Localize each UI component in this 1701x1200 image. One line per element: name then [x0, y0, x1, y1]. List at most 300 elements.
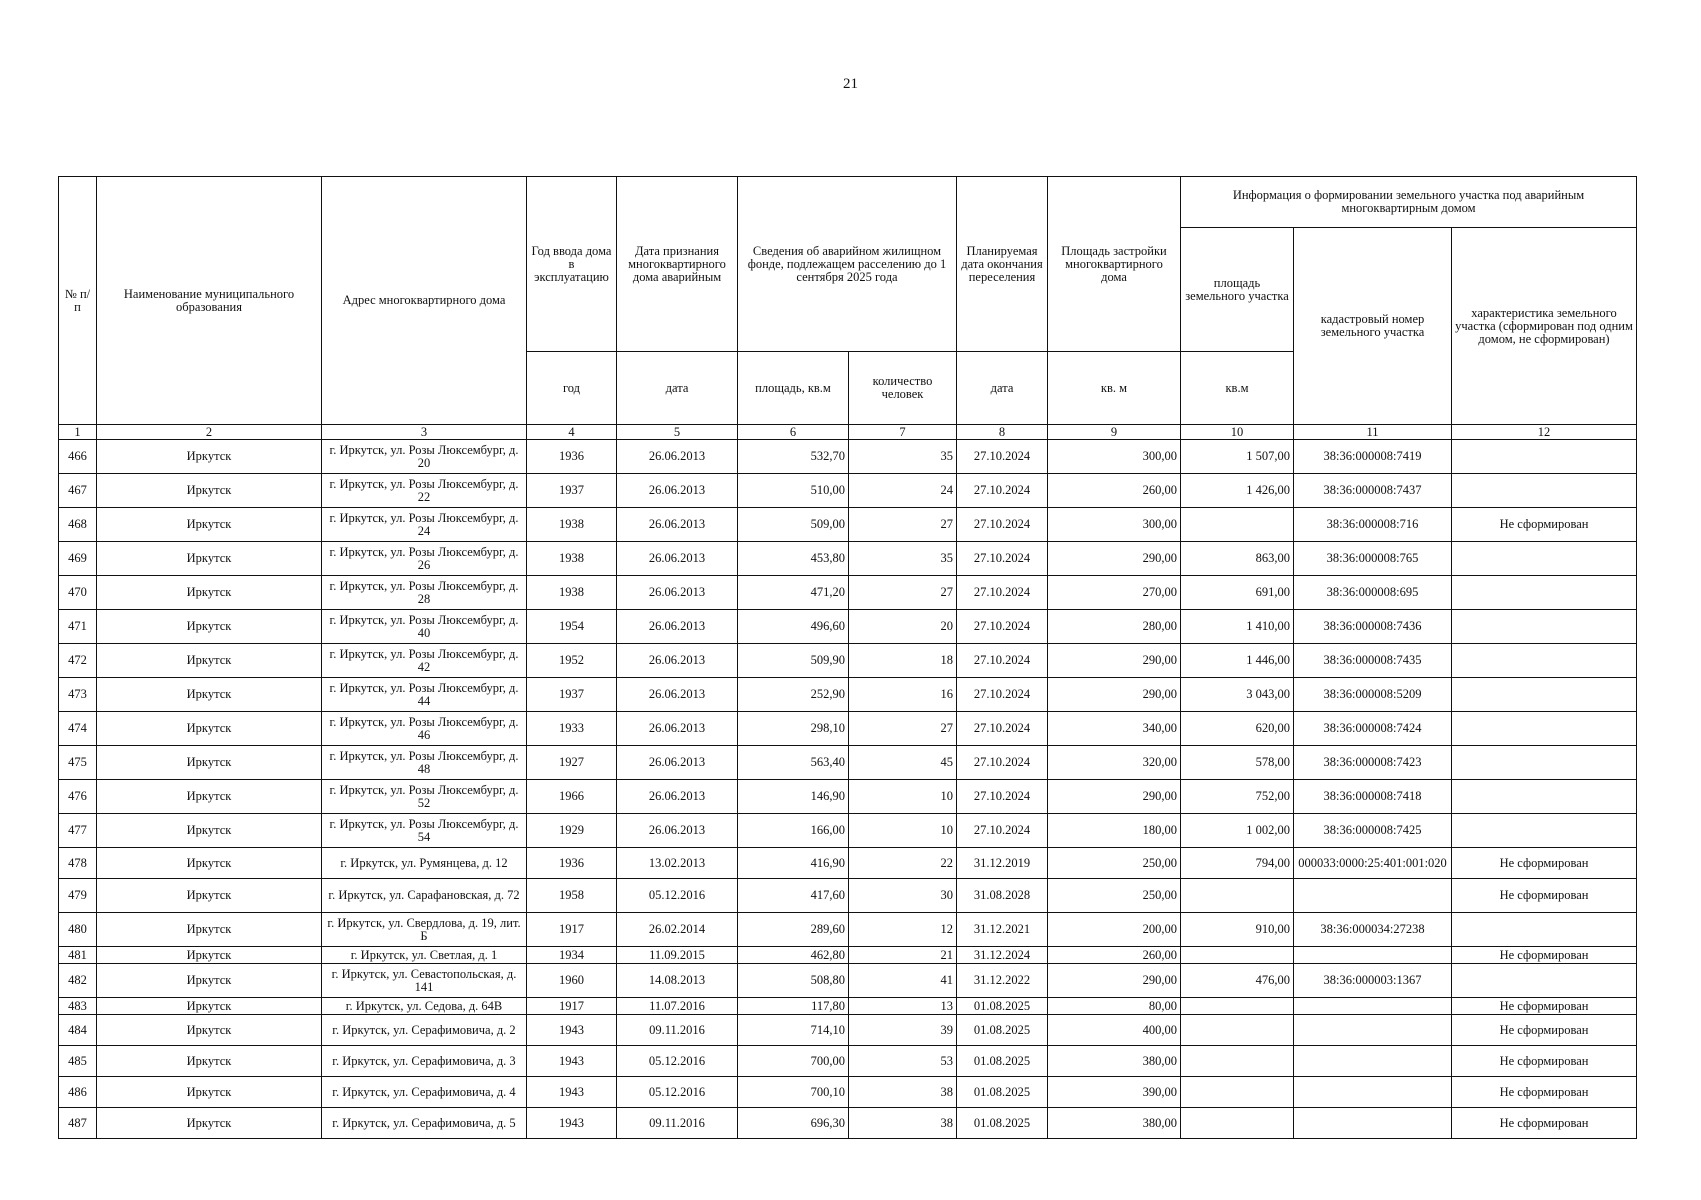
cadastral-number-cell: [1294, 998, 1452, 1015]
emergency-housing-table: [58, 176, 1637, 1139]
table-row: [59, 746, 1637, 780]
planned-date-cell: 01.08.2025: [957, 1108, 1048, 1139]
housing-area-cell: 563,40: [738, 746, 849, 780]
people-count-cell: 10: [849, 780, 957, 814]
year-built-cell: 1927: [527, 746, 617, 780]
housing-area-cell: 532,70: [738, 440, 849, 474]
unit-date: дата: [617, 352, 738, 425]
people-count-cell: 45: [849, 746, 957, 780]
table-row: [59, 678, 1637, 712]
people-count-cell: 53: [849, 1046, 957, 1077]
cadastral-number-cell: [1294, 1015, 1452, 1046]
cadastral-number-cell: 38:36:000008:7423: [1294, 746, 1452, 780]
building-area-cell: 380,00: [1048, 1046, 1181, 1077]
land-area-cell: [1181, 1015, 1294, 1046]
table-row: [59, 964, 1637, 998]
building-area-cell: 340,00: [1048, 712, 1181, 746]
unit-planned-date: дата: [957, 352, 1048, 425]
address-cell: г. Иркутск, ул. Розы Люксембург, д. 44: [322, 678, 527, 712]
header-planned-date: Планируемая дата окончания переселения: [957, 177, 1048, 352]
address-cell: г. Иркутск, ул. Седова, д. 64В: [322, 998, 527, 1015]
table-row: [59, 508, 1637, 542]
table-row: [59, 998, 1637, 1015]
land-characteristic-cell: [1452, 780, 1637, 814]
building-area-cell: 250,00: [1048, 848, 1181, 879]
building-area-cell: 260,00: [1048, 947, 1181, 964]
people-count-cell: 21: [849, 947, 957, 964]
address-cell: г. Иркутск, ул. Розы Люксембург, д. 24: [322, 508, 527, 542]
land-area-cell: 1 410,00: [1181, 610, 1294, 644]
address-cell: г. Иркутск, ул. Розы Люксембург, д. 48: [322, 746, 527, 780]
people-count-cell: 41: [849, 964, 957, 998]
table-row: [59, 1046, 1637, 1077]
column-number: 12: [1452, 425, 1637, 440]
building-area-cell: 290,00: [1048, 780, 1181, 814]
people-count-cell: 27: [849, 712, 957, 746]
housing-area-cell: 714,10: [738, 1015, 849, 1046]
year-built-cell: 1936: [527, 848, 617, 879]
planned-date-cell: 27.10.2024: [957, 474, 1048, 508]
date-recognized-cell: 26.02.2014: [617, 913, 738, 947]
building-area-cell: 280,00: [1048, 610, 1181, 644]
municipality-cell: Иркутск: [97, 610, 322, 644]
year-built-cell: 1966: [527, 780, 617, 814]
people-count-cell: 12: [849, 913, 957, 947]
municipality-cell: Иркутск: [97, 814, 322, 848]
table-row: [59, 913, 1637, 947]
municipality-cell: Иркутск: [97, 542, 322, 576]
land-characteristic-cell: [1452, 474, 1637, 508]
column-number: 1: [59, 425, 97, 440]
table-body: [59, 440, 1637, 1139]
municipality-cell: Иркутск: [97, 998, 322, 1015]
column-number-row: [59, 425, 1637, 440]
table-row: [59, 947, 1637, 964]
header-housing-info: Сведения об аварийном жилищном фонде, подлежащем расселению до 1 сентября 2025 года: [738, 177, 957, 352]
housing-area-cell: 700,00: [738, 1046, 849, 1077]
date-recognized-cell: 14.08.2013: [617, 964, 738, 998]
table-row: [59, 610, 1637, 644]
planned-date-cell: 27.10.2024: [957, 644, 1048, 678]
table-row: [59, 1015, 1637, 1046]
cadastral-number-cell: 38:36:000008:7435: [1294, 644, 1452, 678]
table-row: [59, 1077, 1637, 1108]
header-num: № п/п: [59, 177, 97, 425]
table-row: [59, 474, 1637, 508]
header-year-built: Год ввода дома в эксплуатацию: [527, 177, 617, 352]
address-cell: г. Иркутск, ул. Сарафановская, д. 72: [322, 879, 527, 913]
building-area-cell: 290,00: [1048, 644, 1181, 678]
row-number-cell: 467: [59, 474, 97, 508]
housing-area-cell: 496,60: [738, 610, 849, 644]
row-number-cell: 466: [59, 440, 97, 474]
row-number-cell: 471: [59, 610, 97, 644]
housing-area-cell: 471,20: [738, 576, 849, 610]
year-built-cell: 1936: [527, 440, 617, 474]
address-cell: г. Иркутск, ул. Розы Люксембург, д. 22: [322, 474, 527, 508]
year-built-cell: 1938: [527, 542, 617, 576]
cadastral-number-cell: [1294, 1046, 1452, 1077]
column-number: 5: [617, 425, 738, 440]
column-number: 4: [527, 425, 617, 440]
people-count-cell: 13: [849, 998, 957, 1015]
planned-date-cell: 27.10.2024: [957, 780, 1048, 814]
date-recognized-cell: 05.12.2016: [617, 879, 738, 913]
municipality-cell: Иркутск: [97, 964, 322, 998]
building-area-cell: 290,00: [1048, 678, 1181, 712]
land-characteristic-cell: Не сформирован: [1452, 947, 1637, 964]
cadastral-number-cell: 38:36:000008:7419: [1294, 440, 1452, 474]
row-number-cell: 486: [59, 1077, 97, 1108]
land-area-cell: 794,00: [1181, 848, 1294, 879]
people-count-cell: 27: [849, 508, 957, 542]
unit-building-sqm: кв. м: [1048, 352, 1181, 425]
people-count-cell: 18: [849, 644, 957, 678]
row-number-cell: 475: [59, 746, 97, 780]
year-built-cell: 1938: [527, 508, 617, 542]
date-recognized-cell: 05.12.2016: [617, 1046, 738, 1077]
municipality-cell: Иркутск: [97, 1015, 322, 1046]
cadastral-number-cell: [1294, 879, 1452, 913]
housing-area-cell: 417,60: [738, 879, 849, 913]
housing-area-cell: 289,60: [738, 913, 849, 947]
planned-date-cell: 01.08.2025: [957, 1046, 1048, 1077]
table-row: [59, 1108, 1637, 1139]
housing-area-cell: 298,10: [738, 712, 849, 746]
column-number: 6: [738, 425, 849, 440]
date-recognized-cell: 26.06.2013: [617, 576, 738, 610]
header-date-recognized: Дата признания многоквартирного дома аварийным: [617, 177, 738, 352]
table-row: [59, 576, 1637, 610]
people-count-cell: 35: [849, 440, 957, 474]
housing-area-cell: 252,90: [738, 678, 849, 712]
land-area-cell: [1181, 1046, 1294, 1077]
housing-area-cell: 696,30: [738, 1108, 849, 1139]
row-number-cell: 468: [59, 508, 97, 542]
people-count-cell: 27: [849, 576, 957, 610]
municipality-cell: Иркутск: [97, 508, 322, 542]
row-number-cell: 478: [59, 848, 97, 879]
date-recognized-cell: 26.06.2013: [617, 644, 738, 678]
header-address: Адрес многоквартирного дома: [322, 177, 527, 425]
building-area-cell: 80,00: [1048, 998, 1181, 1015]
planned-date-cell: 01.08.2025: [957, 1015, 1048, 1046]
land-area-cell: 1 446,00: [1181, 644, 1294, 678]
year-built-cell: 1943: [527, 1015, 617, 1046]
row-number-cell: 472: [59, 644, 97, 678]
row-number-cell: 481: [59, 947, 97, 964]
table-row: [59, 780, 1637, 814]
cadastral-number-cell: 38:36:000034:27238: [1294, 913, 1452, 947]
cadastral-number-cell: 38:36:000008:7425: [1294, 814, 1452, 848]
date-recognized-cell: 26.06.2013: [617, 474, 738, 508]
address-cell: г. Иркутск, ул. Свердлова, д. 19, лит. Б: [322, 913, 527, 947]
municipality-cell: Иркутск: [97, 1077, 322, 1108]
row-number-cell: 477: [59, 814, 97, 848]
header-cadastral: кадастровый номер земельного участка: [1294, 228, 1452, 425]
planned-date-cell: 27.10.2024: [957, 576, 1048, 610]
page-number: 21: [843, 76, 858, 92]
address-cell: г. Иркутск, ул. Розы Люксембург, д. 54: [322, 814, 527, 848]
table-row: [59, 814, 1637, 848]
cadastral-number-cell: 38:36:000008:7424: [1294, 712, 1452, 746]
land-area-cell: [1181, 1108, 1294, 1139]
housing-area-cell: 117,80: [738, 998, 849, 1015]
building-area-cell: 270,00: [1048, 576, 1181, 610]
table-row: [59, 712, 1637, 746]
table-header: [59, 177, 1637, 440]
housing-area-cell: 416,90: [738, 848, 849, 879]
address-cell: г. Иркутск, ул. Румянцева, д. 12: [322, 848, 527, 879]
land-characteristic-cell: [1452, 913, 1637, 947]
cadastral-number-cell: 000033:0000:25:401:001:020: [1294, 848, 1452, 879]
address-cell: г. Иркутск, ул. Серафимовича, д. 5: [322, 1108, 527, 1139]
municipality-cell: Иркутск: [97, 848, 322, 879]
land-characteristic-cell: [1452, 644, 1637, 678]
land-characteristic-cell: Не сформирован: [1452, 879, 1637, 913]
land-area-cell: 910,00: [1181, 913, 1294, 947]
municipality-cell: Иркутск: [97, 1046, 322, 1077]
date-recognized-cell: 26.06.2013: [617, 712, 738, 746]
year-built-cell: 1937: [527, 678, 617, 712]
date-recognized-cell: 26.06.2013: [617, 746, 738, 780]
column-number: 10: [1181, 425, 1294, 440]
municipality-cell: Иркутск: [97, 1108, 322, 1139]
cadastral-number-cell: 38:36:000008:7418: [1294, 780, 1452, 814]
table-row: [59, 542, 1637, 576]
land-area-cell: 863,00: [1181, 542, 1294, 576]
cadastral-number-cell: 38:36:000008:716: [1294, 508, 1452, 542]
land-characteristic-cell: [1452, 576, 1637, 610]
land-characteristic-cell: [1452, 440, 1637, 474]
year-built-cell: 1943: [527, 1046, 617, 1077]
housing-area-cell: 508,80: [738, 964, 849, 998]
header-municipality: Наименование муниципального образования: [97, 177, 322, 425]
date-recognized-cell: 05.12.2016: [617, 1077, 738, 1108]
address-cell: г. Иркутск, ул. Севастопольская, д. 141: [322, 964, 527, 998]
land-characteristic-cell: Не сформирован: [1452, 1108, 1637, 1139]
land-area-cell: 620,00: [1181, 712, 1294, 746]
municipality-cell: Иркутск: [97, 576, 322, 610]
address-cell: г. Иркутск, ул. Серафимовича, д. 3: [322, 1046, 527, 1077]
year-built-cell: 1958: [527, 879, 617, 913]
column-number: 2: [97, 425, 322, 440]
column-number: 3: [322, 425, 527, 440]
address-cell: г. Иркутск, ул. Серафимовича, д. 4: [322, 1077, 527, 1108]
planned-date-cell: 27.10.2024: [957, 542, 1048, 576]
planned-date-cell: 31.08.2028: [957, 879, 1048, 913]
municipality-cell: Иркутск: [97, 746, 322, 780]
row-number-cell: 479: [59, 879, 97, 913]
header-land-characteristic: характеристика земельного участка (сформирован под одним домом, не сформирован): [1452, 228, 1637, 425]
row-number-cell: 482: [59, 964, 97, 998]
date-recognized-cell: 26.06.2013: [617, 610, 738, 644]
planned-date-cell: 27.10.2024: [957, 440, 1048, 474]
year-built-cell: 1954: [527, 610, 617, 644]
cadastral-number-cell: 38:36:000008:5209: [1294, 678, 1452, 712]
cadastral-number-cell: 38:36:000003:1367: [1294, 964, 1452, 998]
column-number: 9: [1048, 425, 1181, 440]
row-number-cell: 470: [59, 576, 97, 610]
municipality-cell: Иркутск: [97, 678, 322, 712]
year-built-cell: 1933: [527, 712, 617, 746]
year-built-cell: 1952: [527, 644, 617, 678]
people-count-cell: 22: [849, 848, 957, 879]
building-area-cell: 180,00: [1048, 814, 1181, 848]
column-number: 8: [957, 425, 1048, 440]
land-area-cell: [1181, 998, 1294, 1015]
date-recognized-cell: 11.07.2016: [617, 998, 738, 1015]
housing-area-cell: 146,90: [738, 780, 849, 814]
date-recognized-cell: 26.06.2013: [617, 780, 738, 814]
year-built-cell: 1943: [527, 1108, 617, 1139]
table-row: [59, 440, 1637, 474]
land-area-cell: 1 426,00: [1181, 474, 1294, 508]
housing-area-cell: 700,10: [738, 1077, 849, 1108]
cadastral-number-cell: 38:36:000008:695: [1294, 576, 1452, 610]
land-characteristic-cell: Не сформирован: [1452, 1015, 1637, 1046]
people-count-cell: 38: [849, 1108, 957, 1139]
land-characteristic-cell: Не сформирован: [1452, 1077, 1637, 1108]
date-recognized-cell: 11.09.2015: [617, 947, 738, 964]
cadastral-number-cell: 38:36:000008:765: [1294, 542, 1452, 576]
land-area-cell: 3 043,00: [1181, 678, 1294, 712]
planned-date-cell: 27.10.2024: [957, 712, 1048, 746]
date-recognized-cell: 13.02.2013: [617, 848, 738, 879]
row-number-cell: 473: [59, 678, 97, 712]
people-count-cell: 10: [849, 814, 957, 848]
land-characteristic-cell: [1452, 814, 1637, 848]
unit-area: площадь, кв.м: [738, 352, 849, 425]
planned-date-cell: 27.10.2024: [957, 678, 1048, 712]
year-built-cell: 1917: [527, 913, 617, 947]
building-area-cell: 320,00: [1048, 746, 1181, 780]
address-cell: г. Иркутск, ул. Розы Люксембург, д. 28: [322, 576, 527, 610]
planned-date-cell: 31.12.2024: [957, 947, 1048, 964]
land-characteristic-cell: [1452, 964, 1637, 998]
planned-date-cell: 27.10.2024: [957, 610, 1048, 644]
municipality-cell: Иркутск: [97, 879, 322, 913]
row-number-cell: 484: [59, 1015, 97, 1046]
unit-year: год: [527, 352, 617, 425]
date-recognized-cell: 09.11.2016: [617, 1015, 738, 1046]
building-area-cell: 400,00: [1048, 1015, 1181, 1046]
building-area-cell: 390,00: [1048, 1077, 1181, 1108]
row-number-cell: 485: [59, 1046, 97, 1077]
year-built-cell: 1943: [527, 1077, 617, 1108]
housing-area-cell: 510,00: [738, 474, 849, 508]
year-built-cell: 1929: [527, 814, 617, 848]
housing-area-cell: 462,80: [738, 947, 849, 964]
land-area-cell: 578,00: [1181, 746, 1294, 780]
land-characteristic-cell: [1452, 610, 1637, 644]
date-recognized-cell: 26.06.2013: [617, 508, 738, 542]
land-characteristic-cell: Не сформирован: [1452, 848, 1637, 879]
date-recognized-cell: 26.06.2013: [617, 542, 738, 576]
year-built-cell: 1937: [527, 474, 617, 508]
year-built-cell: 1934: [527, 947, 617, 964]
header-land-area: площадь земельного участка: [1181, 228, 1294, 352]
planned-date-cell: 27.10.2024: [957, 814, 1048, 848]
cadastral-number-cell: 38:36:000008:7436: [1294, 610, 1452, 644]
date-recognized-cell: 26.06.2013: [617, 440, 738, 474]
housing-area-cell: 509,90: [738, 644, 849, 678]
land-characteristic-cell: [1452, 678, 1637, 712]
cadastral-number-cell: [1294, 1108, 1452, 1139]
building-area-cell: 290,00: [1048, 964, 1181, 998]
people-count-cell: 16: [849, 678, 957, 712]
land-characteristic-cell: Не сформирован: [1452, 508, 1637, 542]
people-count-cell: 38: [849, 1077, 957, 1108]
row-number-cell: 487: [59, 1108, 97, 1139]
housing-area-cell: 509,00: [738, 508, 849, 542]
header-land-info: Информация о формировании земельного участка под аварийным многоквартирным домом: [1181, 177, 1637, 228]
cadastral-number-cell: 38:36:000008:7437: [1294, 474, 1452, 508]
land-area-cell: 476,00: [1181, 964, 1294, 998]
municipality-cell: Иркутск: [97, 913, 322, 947]
municipality-cell: Иркутск: [97, 440, 322, 474]
building-area-cell: 300,00: [1048, 440, 1181, 474]
address-cell: г. Иркутск, ул. Розы Люксембург, д. 42: [322, 644, 527, 678]
land-area-cell: 1 002,00: [1181, 814, 1294, 848]
people-count-cell: 39: [849, 1015, 957, 1046]
land-area-cell: 752,00: [1181, 780, 1294, 814]
housing-area-cell: 453,80: [738, 542, 849, 576]
planned-date-cell: 31.12.2022: [957, 964, 1048, 998]
planned-date-cell: 31.12.2019: [957, 848, 1048, 879]
row-number-cell: 469: [59, 542, 97, 576]
column-number: 7: [849, 425, 957, 440]
building-area-cell: 380,00: [1048, 1108, 1181, 1139]
people-count-cell: 20: [849, 610, 957, 644]
table-row: [59, 848, 1637, 879]
land-area-cell: [1181, 947, 1294, 964]
address-cell: г. Иркутск, ул. Розы Люксембург, д. 20: [322, 440, 527, 474]
municipality-cell: Иркутск: [97, 644, 322, 678]
land-area-cell: [1181, 508, 1294, 542]
land-characteristic-cell: [1452, 746, 1637, 780]
building-area-cell: 200,00: [1048, 913, 1181, 947]
planned-date-cell: 27.10.2024: [957, 746, 1048, 780]
people-count-cell: 30: [849, 879, 957, 913]
municipality-cell: Иркутск: [97, 780, 322, 814]
people-count-cell: 24: [849, 474, 957, 508]
address-cell: г. Иркутск, ул. Розы Люксембург, д. 46: [322, 712, 527, 746]
year-built-cell: 1938: [527, 576, 617, 610]
year-built-cell: 1960: [527, 964, 617, 998]
address-cell: г. Иркутск, ул. Розы Люксембург, д. 52: [322, 780, 527, 814]
unit-people: количество человек: [849, 352, 957, 425]
unit-land-sqm: кв.м: [1181, 352, 1294, 425]
header-building-area: Площадь застройки многоквартирного дома: [1048, 177, 1181, 352]
building-area-cell: 290,00: [1048, 542, 1181, 576]
planned-date-cell: 31.12.2021: [957, 913, 1048, 947]
column-number: 11: [1294, 425, 1452, 440]
municipality-cell: Иркутск: [97, 474, 322, 508]
municipality-cell: Иркутск: [97, 947, 322, 964]
date-recognized-cell: 26.06.2013: [617, 678, 738, 712]
land-area-cell: 1 507,00: [1181, 440, 1294, 474]
date-recognized-cell: 26.06.2013: [617, 814, 738, 848]
address-cell: г. Иркутск, ул. Светлая, д. 1: [322, 947, 527, 964]
cadastral-number-cell: [1294, 1077, 1452, 1108]
building-area-cell: 300,00: [1048, 508, 1181, 542]
land-area-cell: [1181, 1077, 1294, 1108]
row-number-cell: 483: [59, 998, 97, 1015]
row-number-cell: 480: [59, 913, 97, 947]
address-cell: г. Иркутск, ул. Серафимовича, д. 2: [322, 1015, 527, 1046]
row-number-cell: 474: [59, 712, 97, 746]
